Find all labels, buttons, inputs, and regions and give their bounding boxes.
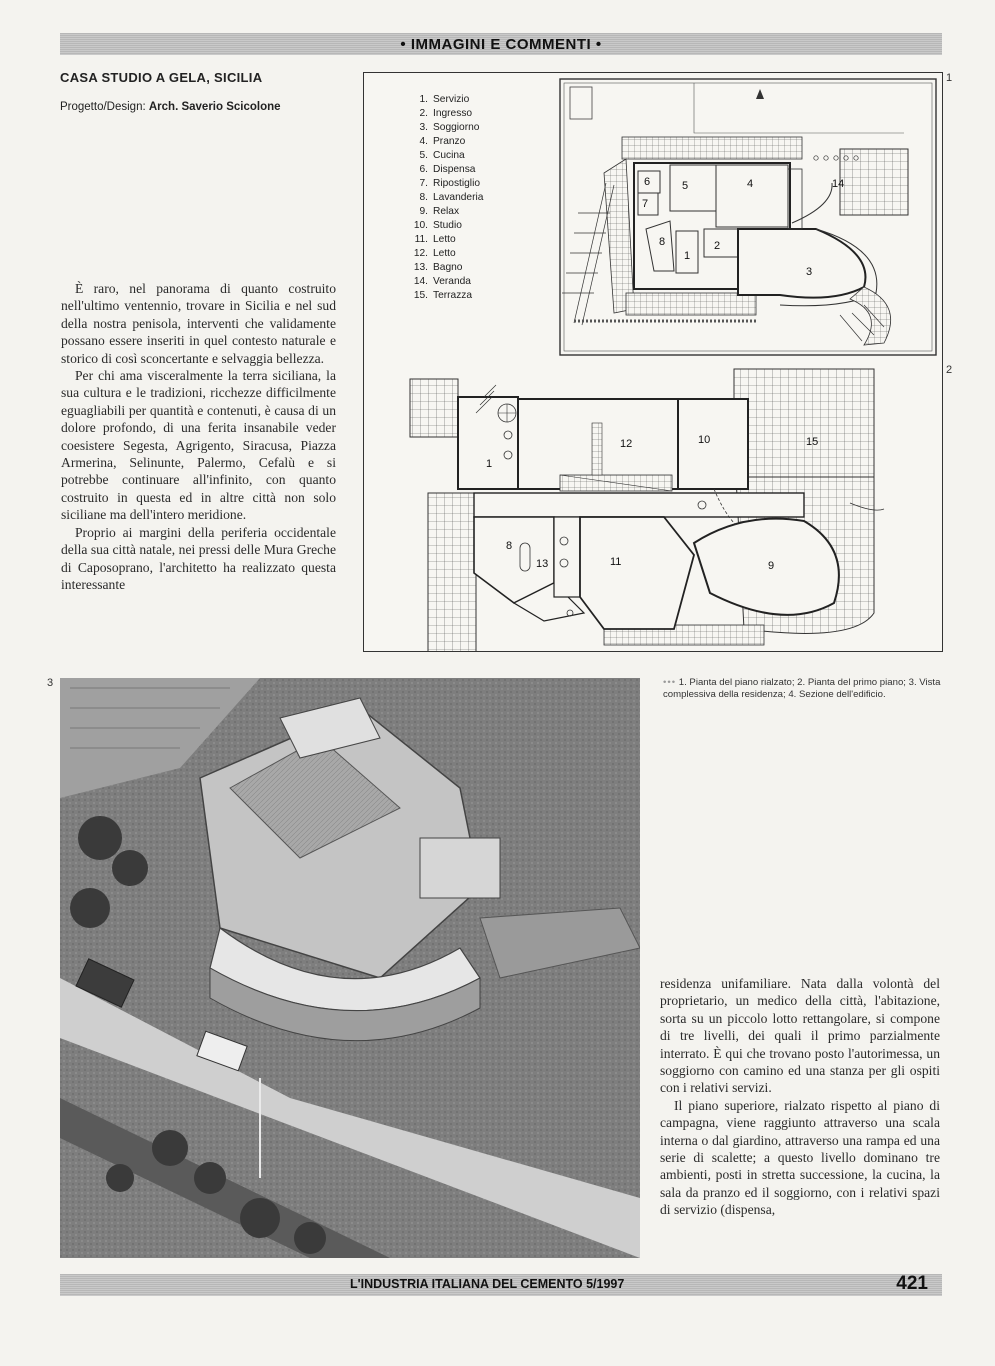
paragraph: È raro, nel panorama di quanto costruito nell'ultimo ventennio, trovare in Sicilia e nel sud della nostra penisola, interventi che validamente possano essere inseriti in quel contesto naturale e storico di così sconcertante e selvaggia bellezza.	[61, 281, 336, 366]
caption-dots: •••	[663, 677, 677, 688]
body-left-column	[61, 280, 336, 593]
plan2-room-label: 8	[506, 540, 513, 552]
figure-marker-1: 1	[946, 72, 953, 84]
legend-item: 14. Veranda	[413, 276, 471, 287]
plans-drawing	[364, 73, 942, 651]
plan2-room-label: 1	[486, 458, 493, 470]
credit-line	[60, 101, 281, 113]
aerial-photo	[60, 678, 640, 1258]
legend-item: 13. Bagno	[413, 262, 463, 273]
plan1-room-label: 3	[806, 266, 813, 278]
plan2-room-label: 10	[698, 434, 711, 446]
aerial-photo-drawing	[60, 678, 640, 1258]
plan2-room-label: 11	[610, 556, 622, 568]
figure-marker-2: 2	[946, 364, 953, 376]
legend-item: 8. Lavanderia	[419, 192, 484, 203]
legend-item: 15. Terrazza	[413, 290, 473, 301]
body-right-column	[660, 975, 940, 1219]
plan2-room-label: 12	[620, 438, 633, 450]
legend-item: 2. Ingresso	[419, 108, 473, 119]
plan-primo-piano	[410, 369, 884, 651]
plan2-room-label: 9	[768, 560, 775, 572]
plan1-room-label: 14	[832, 178, 845, 190]
publication-name: L'INDUSTRIA ITALIANA DEL CEMENTO 5/1997	[350, 1277, 625, 1291]
legend-item: 10. Studio	[413, 220, 462, 231]
plan1-room-label: 1	[684, 250, 691, 262]
legend-item: 9. Relax	[419, 206, 460, 217]
plan2-room-label: 15	[806, 436, 819, 448]
plan1-room-label: 2	[714, 240, 721, 252]
plan1-room-label: 6	[644, 176, 651, 188]
legend-item: 7. Ripostiglio	[419, 178, 480, 189]
legend-item: 11. Letto	[414, 234, 456, 245]
floor-plans-figure	[363, 72, 943, 652]
figure-marker-3: 3	[47, 677, 54, 689]
paragraph: Proprio ai margini della periferia occidentale della sua città natale, nei pressi delle Mura Greche di Caposoprano, l'architetto ha realizzato questa interessante	[61, 524, 336, 592]
paragraph: Per chi ama visceralmente la terra siciliana, la sua cultura e le tradizioni, ricchezze difficilmente eguagliabili per quantità e contenuti, è causa di un dolore profondo, di una ferita insanabile veder coesistere Segesta, Agrigento, Siracusa, Piazza Armerina, Selinunte, Palermo, Cefalù e si potrebbe continuare all'infinito, con quanto costruito in questa ed in altre città non solo siciliane ma dell'intero meridione.	[61, 368, 336, 523]
legend-item: 3. Soggiorno	[419, 122, 480, 133]
plan1-room-label: 7	[642, 198, 649, 210]
paragraph: Il piano superiore, rialzato rispetto al piano di campagna, viene raggiunto attraverso una scala interna o dal giardino, attraverso una rampa ed una serie di scalette; a questo livello dominano tre ambienti, posti in stretta successione, la cucina, la sala da pranzo ed il soggiorno, con i relativi spazi di servizio (dispensa,	[660, 1097, 940, 1218]
plan1-room-label: 8	[659, 236, 666, 248]
section-title: • IMMAGINI E COMMENTI •	[400, 35, 602, 53]
paragraph: residenza unifamiliare. Nata dalla volontà del proprietario, un medico della città, l'abitazione, sorta su un piccolo lotto rettangolare, si compone di tre livelli, dei quali il primo parzialmente interrato. È qui che trovano posto l'autorimessa, un soggiorno con camino ed una stanza per gli ospiti con i relativi servizi.	[660, 976, 940, 1096]
legend-item: 6. Dispensa	[419, 164, 476, 175]
credit-label: Progetto/Design:	[60, 101, 146, 113]
credit-name: Arch. Saverio Scicolone	[148, 101, 281, 113]
plan2-room-label: 13	[536, 558, 549, 570]
legend-item: 4. Pranzo	[419, 136, 466, 147]
caption-text: 1. Pianta del piano rialzato; 2. Pianta del primo piano; 3. Vista complessiva della residenza; 4. Sezione dell'edificio.	[663, 677, 941, 700]
header-band	[60, 33, 942, 55]
legend-item: 12. Letto	[413, 248, 456, 259]
legend-item: 1. Servizio	[419, 94, 470, 105]
page-number: 421	[896, 1273, 928, 1294]
legend-item: 5. Cucina	[419, 150, 465, 161]
plan1-room-label: 5	[682, 180, 689, 192]
figure-caption	[663, 677, 943, 701]
plan-piano-rialzato	[560, 79, 936, 355]
footer-band	[60, 1274, 942, 1296]
plan1-room-label: 4	[747, 178, 754, 190]
article-title: CASA STUDIO A GELA, SICILIA	[60, 70, 263, 85]
